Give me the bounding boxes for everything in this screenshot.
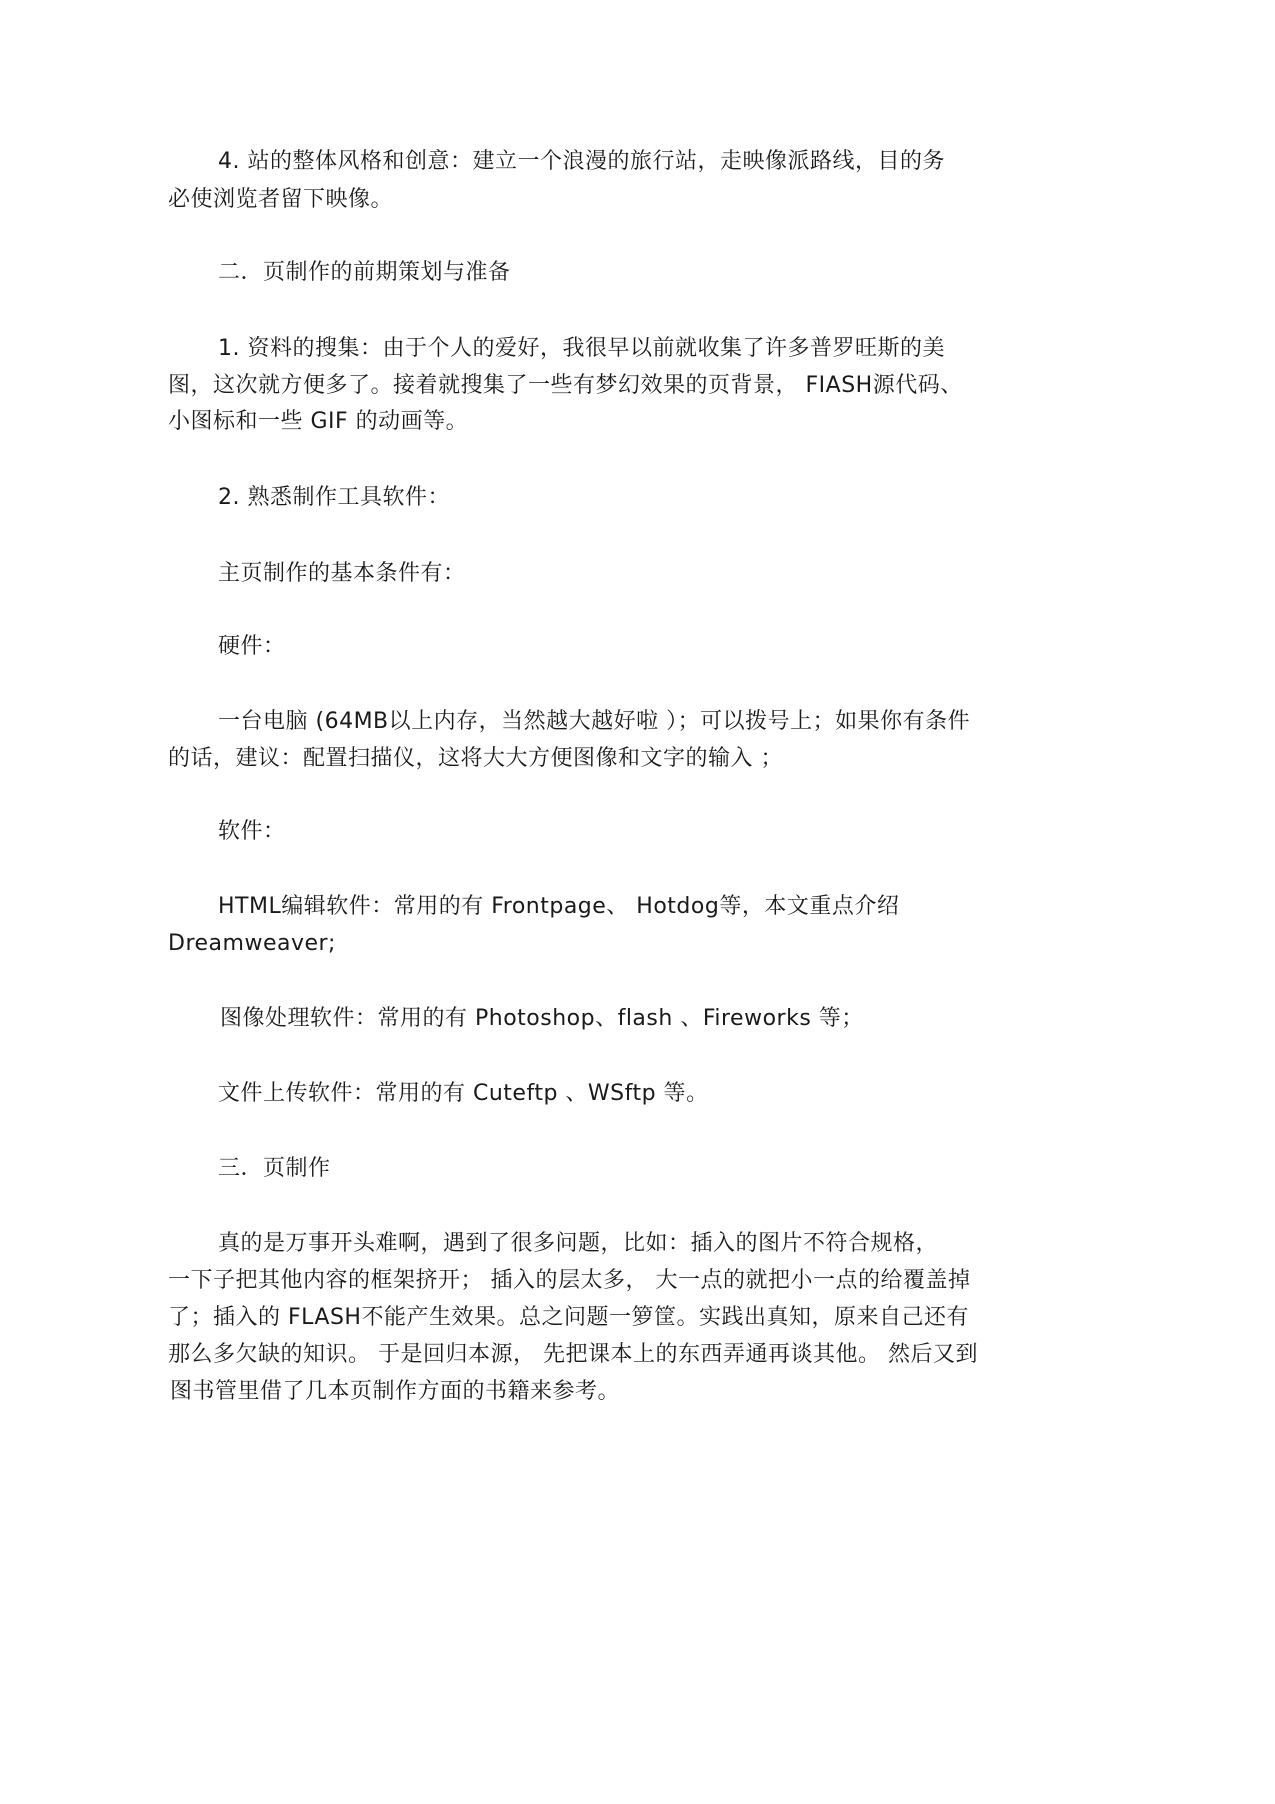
paragraph-8-line-1: 软件： bbox=[218, 819, 286, 844]
paragraph-13-line-4: 那么多欠缺的知识。 于是回归本源， 先把课本上的东西弄通再谈其他。 然后又到 bbox=[168, 1342, 978, 1367]
paragraph-3-line-2: 图，这次就方便多了。接着就搜集了一些有梦幻效果的页背景， FIASH源代码、 bbox=[168, 373, 963, 398]
paragraph-3-line-3: 小图标和一些 GIF 的动画等。 bbox=[168, 409, 469, 434]
paragraph-11-line-1: 文件上传软件：常用的有 Cuteftp 、WSftp 等。 bbox=[218, 1081, 709, 1106]
paragraph-9-line-2: Dreamweaver; bbox=[168, 931, 336, 956]
section-heading-3: 三．页制作 bbox=[218, 1156, 331, 1181]
paragraph-13-line-2: 一下子把其他内容的框架挤开； 插入的层太多， 大一点的就把小一点的给覆盖掉 bbox=[168, 1268, 971, 1293]
paragraph-1-line-1: 4. 站的整体风格和创意：建立一个浪漫的旅行站，走映像派路线，目的务 bbox=[218, 149, 945, 174]
paragraph-9-line-1: HTML编辑软件：常用的有 Frontpage、 Hotdog等，本文重点介绍 bbox=[218, 894, 900, 919]
paragraph-3-line-1: 1. 资料的搜集：由于个人的爱好，我很早以前就收集了许多普罗旺斯的美 bbox=[218, 336, 945, 361]
paragraph-7-line-1: 一台电脑 (64MB以上内存，当然越大越好啦 ）；可以拨号上；如果你有条件 bbox=[218, 709, 971, 734]
paragraph-5-line-1: 主页制作的基本条件有： bbox=[218, 561, 466, 586]
paragraph-13-line-3: 了；插入的 FLASH不能产生效果。总之问题一箩筐。实践出真知，原来自己还有 bbox=[168, 1305, 969, 1330]
section-heading-2: 二．页制作的前期策划与准备 bbox=[218, 260, 511, 285]
paragraph-6-line-1: 硬件： bbox=[218, 634, 286, 659]
paragraph-13-line-1: 真的是万事开头难啊，遇到了很多问题，比如：插入的图片不符合规格， bbox=[218, 1231, 939, 1256]
paragraph-13-line-5: 图书管里借了几本页制作方面的书籍来参考。 bbox=[170, 1379, 621, 1404]
paragraph-10-line-1: 图像处理软件：常用的有 Photoshop、flash 、Fireworks 等； bbox=[220, 1006, 864, 1031]
paragraph-4-line-1: 2. 熟悉制作工具软件： bbox=[218, 485, 450, 510]
paragraph-7-line-2: 的话，建议：配置扫描仪，这将大大方便图像和文字的输入 ； bbox=[168, 746, 783, 771]
paragraph-1-line-2: 必使浏览者留下映像。 bbox=[168, 187, 394, 212]
